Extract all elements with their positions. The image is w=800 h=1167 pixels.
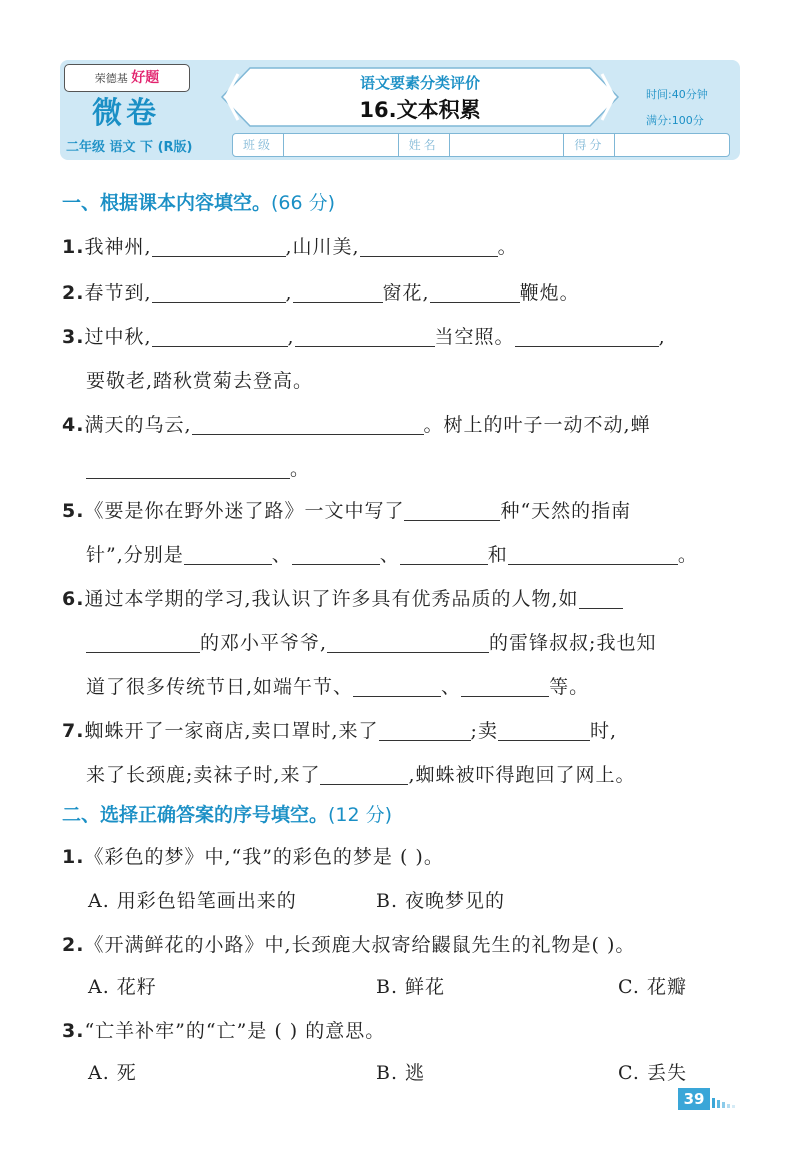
answer-blank[interactable] — [508, 544, 678, 565]
section-1-title: 一、根据课本内容填空。 — [62, 192, 272, 214]
answer-blank[interactable] — [360, 236, 498, 257]
option-2-3-c[interactable]: C. 丢失 — [618, 1062, 687, 1084]
answer-blank[interactable] — [461, 676, 549, 697]
option-2-2-c[interactable]: C. 花瓣 — [618, 976, 687, 998]
answer-blank[interactable] — [152, 326, 288, 347]
question-1-3-cont: 要敬老,踏秋赏菊去登高。 — [86, 370, 314, 392]
subtitle: 语文要素分类评价 — [359, 74, 480, 92]
name-label: 姓名 — [399, 134, 450, 156]
worksheet-header — [60, 60, 740, 160]
option-2-3-b[interactable]: B. 逃 — [376, 1062, 426, 1084]
answer-blank[interactable] — [353, 676, 441, 697]
answer-blank[interactable] — [86, 632, 200, 653]
answer-blank[interactable] — [498, 720, 590, 741]
option-2-1-b[interactable]: B. 夜晚梦见的 — [376, 890, 506, 912]
answer-blank[interactable] — [152, 282, 286, 303]
answer-blank[interactable] — [293, 282, 383, 303]
question-1-4-cont: 。 — [86, 454, 310, 481]
section-2-points: (12 分) — [328, 804, 393, 826]
question-1-3: 3.过中秋, , 当空照。 , — [62, 326, 666, 348]
option-2-3-a[interactable]: A. 死 — [88, 1062, 137, 1084]
question-1-6-cont: 的邓小平爷爷, 的雷锋叔叔;我也知 — [86, 628, 656, 655]
answer-blank[interactable] — [327, 632, 489, 653]
time-limit: 时间:40分钟 — [646, 88, 708, 101]
question-2-1: 1.《彩色的梦》中,“我”的彩色的梦是 ( )。 — [62, 846, 444, 868]
question-1-1: 1.我神州, ,山川美, 。 — [62, 236, 518, 258]
answer-blank[interactable] — [192, 414, 424, 435]
question-2-3: 3.“亡羊补牢”的“亡”是 ( ) 的意思。 — [62, 1020, 386, 1042]
answer-blank[interactable] — [295, 326, 435, 347]
score-label: 得分 — [564, 134, 615, 156]
answer-blank[interactable] — [430, 282, 520, 303]
score-field[interactable] — [615, 134, 729, 156]
page-title: 16.文本积累 — [359, 98, 481, 122]
option-2-2-a[interactable]: A. 花籽 — [88, 976, 157, 998]
answer-blank[interactable] — [86, 458, 290, 479]
section-1-heading — [62, 188, 335, 215]
section-1-points: (66 分) — [271, 192, 336, 214]
name-field[interactable] — [450, 134, 565, 156]
student-info-fields — [232, 133, 730, 157]
question-2-2: 2.《开满鲜花的小路》中,长颈鹿大叔寄给鼹鼠先生的礼物是( )。 — [62, 934, 636, 956]
brand-accent: 好题 — [131, 70, 160, 86]
answer-blank[interactable] — [404, 500, 500, 521]
answer-blank[interactable] — [320, 764, 408, 785]
series-title: 微卷 — [92, 96, 160, 131]
title-banner — [220, 66, 620, 128]
total-score: 满分:100分 — [646, 114, 704, 127]
answer-blank[interactable] — [152, 236, 286, 257]
section-2-heading — [62, 800, 392, 827]
page-bars-icon — [712, 1094, 742, 1108]
answer-blank[interactable] — [579, 588, 623, 609]
answer-blank[interactable] — [400, 544, 488, 565]
question-1-6-cont2: 道了很多传统节日,如端午节、 、 等。 — [86, 676, 590, 698]
answer-blank[interactable] — [292, 544, 380, 565]
question-1-5: 5.《要是你在野外迷了路》一文中写了 种“天然的指南 — [62, 500, 632, 522]
question-1-5-cont: 针”,分别是 、 、 和 。 — [86, 544, 698, 566]
brand-prefix: 荣德基 — [94, 72, 128, 85]
question-1-2: 2.春节到, , 窗花, 鞭炮。 — [62, 282, 580, 304]
question-1-7: 7.蜘蛛开了一家商店,卖口罩时,来了 ;卖 时, — [62, 720, 617, 742]
question-1-4: 4.满天的乌云, 。树上的叶子一动不动,蝉 — [62, 414, 651, 436]
answer-blank[interactable] — [515, 326, 659, 347]
page-number: 39 — [678, 1088, 710, 1110]
class-label: 班级 — [233, 134, 284, 156]
question-1-6: 6.通过本学期的学习,我认识了许多具有优秀品质的人物,如 — [62, 584, 623, 611]
section-2-title: 二、选择正确答案的序号填空。 — [62, 804, 329, 826]
question-1-7-cont: 来了长颈鹿;卖袜子时,来了 ,蜘蛛被吓得跑回了网上。 — [86, 764, 636, 786]
class-field[interactable] — [284, 134, 399, 156]
answer-blank[interactable] — [184, 544, 272, 565]
grade-label: 二年级 语文 下 (R版) — [66, 140, 193, 155]
option-2-1-a[interactable]: A. 用彩色铅笔画出来的 — [88, 890, 297, 912]
answer-blank[interactable] — [379, 720, 471, 741]
option-2-2-b[interactable]: B. 鲜花 — [376, 976, 446, 998]
